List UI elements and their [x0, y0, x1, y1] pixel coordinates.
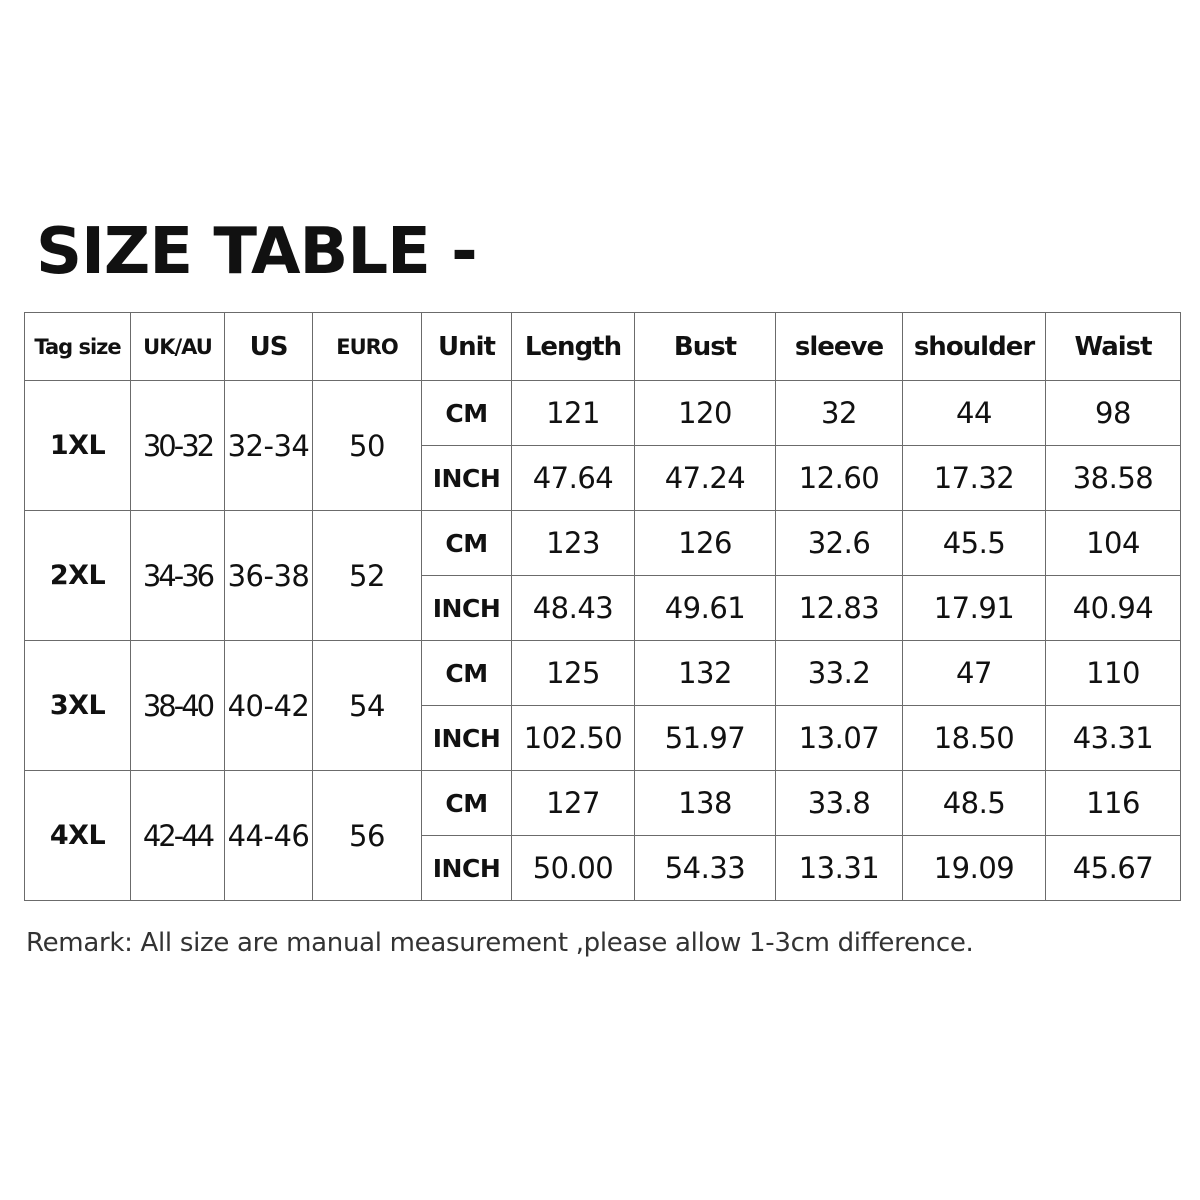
euro-cell: 50 — [313, 381, 422, 511]
waist-cell: 104 — [1046, 511, 1181, 576]
tag-size-cell: 2XL — [25, 511, 131, 641]
us-cell: 44-46 — [225, 771, 313, 901]
uk-au-cell: 38-40 — [131, 641, 225, 771]
length-cell: 50.00 — [512, 836, 635, 901]
length-cell: 48.43 — [512, 576, 635, 641]
sleeve-cell: 32.6 — [776, 511, 903, 576]
tag-size-cell: 1XL — [25, 381, 131, 511]
euro-cell: 56 — [313, 771, 422, 901]
unit-cell: INCH — [422, 576, 512, 641]
unit-cell: CM — [422, 381, 512, 446]
table-row — [25, 771, 1181, 836]
length-cell: 125 — [512, 641, 635, 706]
shoulder-cell: 48.5 — [903, 771, 1046, 836]
unit-cell: INCH — [422, 446, 512, 511]
table-row — [25, 641, 1181, 706]
header-waist: Waist — [1046, 313, 1181, 381]
table-header-row — [25, 313, 1181, 381]
shoulder-cell: 47 — [903, 641, 1046, 706]
waist-cell: 110 — [1046, 641, 1181, 706]
us-cell: 40-42 — [225, 641, 313, 771]
shoulder-cell: 44 — [903, 381, 1046, 446]
length-cell: 123 — [512, 511, 635, 576]
sleeve-cell: 12.60 — [776, 446, 903, 511]
size-table — [24, 312, 1181, 901]
uk-au-cell: 42-44 — [131, 771, 225, 901]
sleeve-cell: 13.31 — [776, 836, 903, 901]
shoulder-cell: 17.91 — [903, 576, 1046, 641]
shoulder-cell: 19.09 — [903, 836, 1046, 901]
length-cell: 127 — [512, 771, 635, 836]
header-sleeve: sleeve — [776, 313, 903, 381]
length-cell: 102.50 — [512, 706, 635, 771]
header-tag-size: Tag size — [25, 313, 131, 381]
remark-note: Remark: All size are manual measurement ,please allow 1-3cm difference. — [26, 928, 974, 958]
bust-cell: 49.61 — [635, 576, 776, 641]
header-length: Length — [512, 313, 635, 381]
shoulder-cell: 45.5 — [903, 511, 1046, 576]
header-unit: Unit — [422, 313, 512, 381]
waist-cell: 40.94 — [1046, 576, 1181, 641]
us-cell: 32-34 — [225, 381, 313, 511]
bust-cell: 126 — [635, 511, 776, 576]
unit-cell: CM — [422, 511, 512, 576]
header-bust: Bust — [635, 313, 776, 381]
sleeve-cell: 33.2 — [776, 641, 903, 706]
sleeve-cell: 12.83 — [776, 576, 903, 641]
header-uk-au: UK/AU — [131, 313, 225, 381]
bust-cell: 120 — [635, 381, 776, 446]
bust-cell: 54.33 — [635, 836, 776, 901]
header-euro: EURO — [313, 313, 422, 381]
table-row — [25, 381, 1181, 446]
unit-cell: INCH — [422, 706, 512, 771]
header-us: US — [225, 313, 313, 381]
bust-cell: 51.97 — [635, 706, 776, 771]
table-row — [25, 511, 1181, 576]
waist-cell: 43.31 — [1046, 706, 1181, 771]
waist-cell: 116 — [1046, 771, 1181, 836]
unit-cell: CM — [422, 771, 512, 836]
length-cell: 47.64 — [512, 446, 635, 511]
sleeve-cell: 13.07 — [776, 706, 903, 771]
waist-cell: 45.67 — [1046, 836, 1181, 901]
sleeve-cell: 32 — [776, 381, 903, 446]
uk-au-cell: 34-36 — [131, 511, 225, 641]
unit-cell: INCH — [422, 836, 512, 901]
euro-cell: 52 — [313, 511, 422, 641]
sleeve-cell: 33.8 — [776, 771, 903, 836]
euro-cell: 54 — [313, 641, 422, 771]
length-cell: 121 — [512, 381, 635, 446]
uk-au-cell: 30-32 — [131, 381, 225, 511]
tag-size-cell: 4XL — [25, 771, 131, 901]
unit-cell: CM — [422, 641, 512, 706]
waist-cell: 98 — [1046, 381, 1181, 446]
shoulder-cell: 18.50 — [903, 706, 1046, 771]
bust-cell: 47.24 — [635, 446, 776, 511]
shoulder-cell: 17.32 — [903, 446, 1046, 511]
bust-cell: 138 — [635, 771, 776, 836]
waist-cell: 38.58 — [1046, 446, 1181, 511]
tag-size-cell: 3XL — [25, 641, 131, 771]
us-cell: 36-38 — [225, 511, 313, 641]
page-title: SIZE TABLE - — [36, 215, 477, 289]
header-shoulder: shoulder — [903, 313, 1046, 381]
bust-cell: 132 — [635, 641, 776, 706]
